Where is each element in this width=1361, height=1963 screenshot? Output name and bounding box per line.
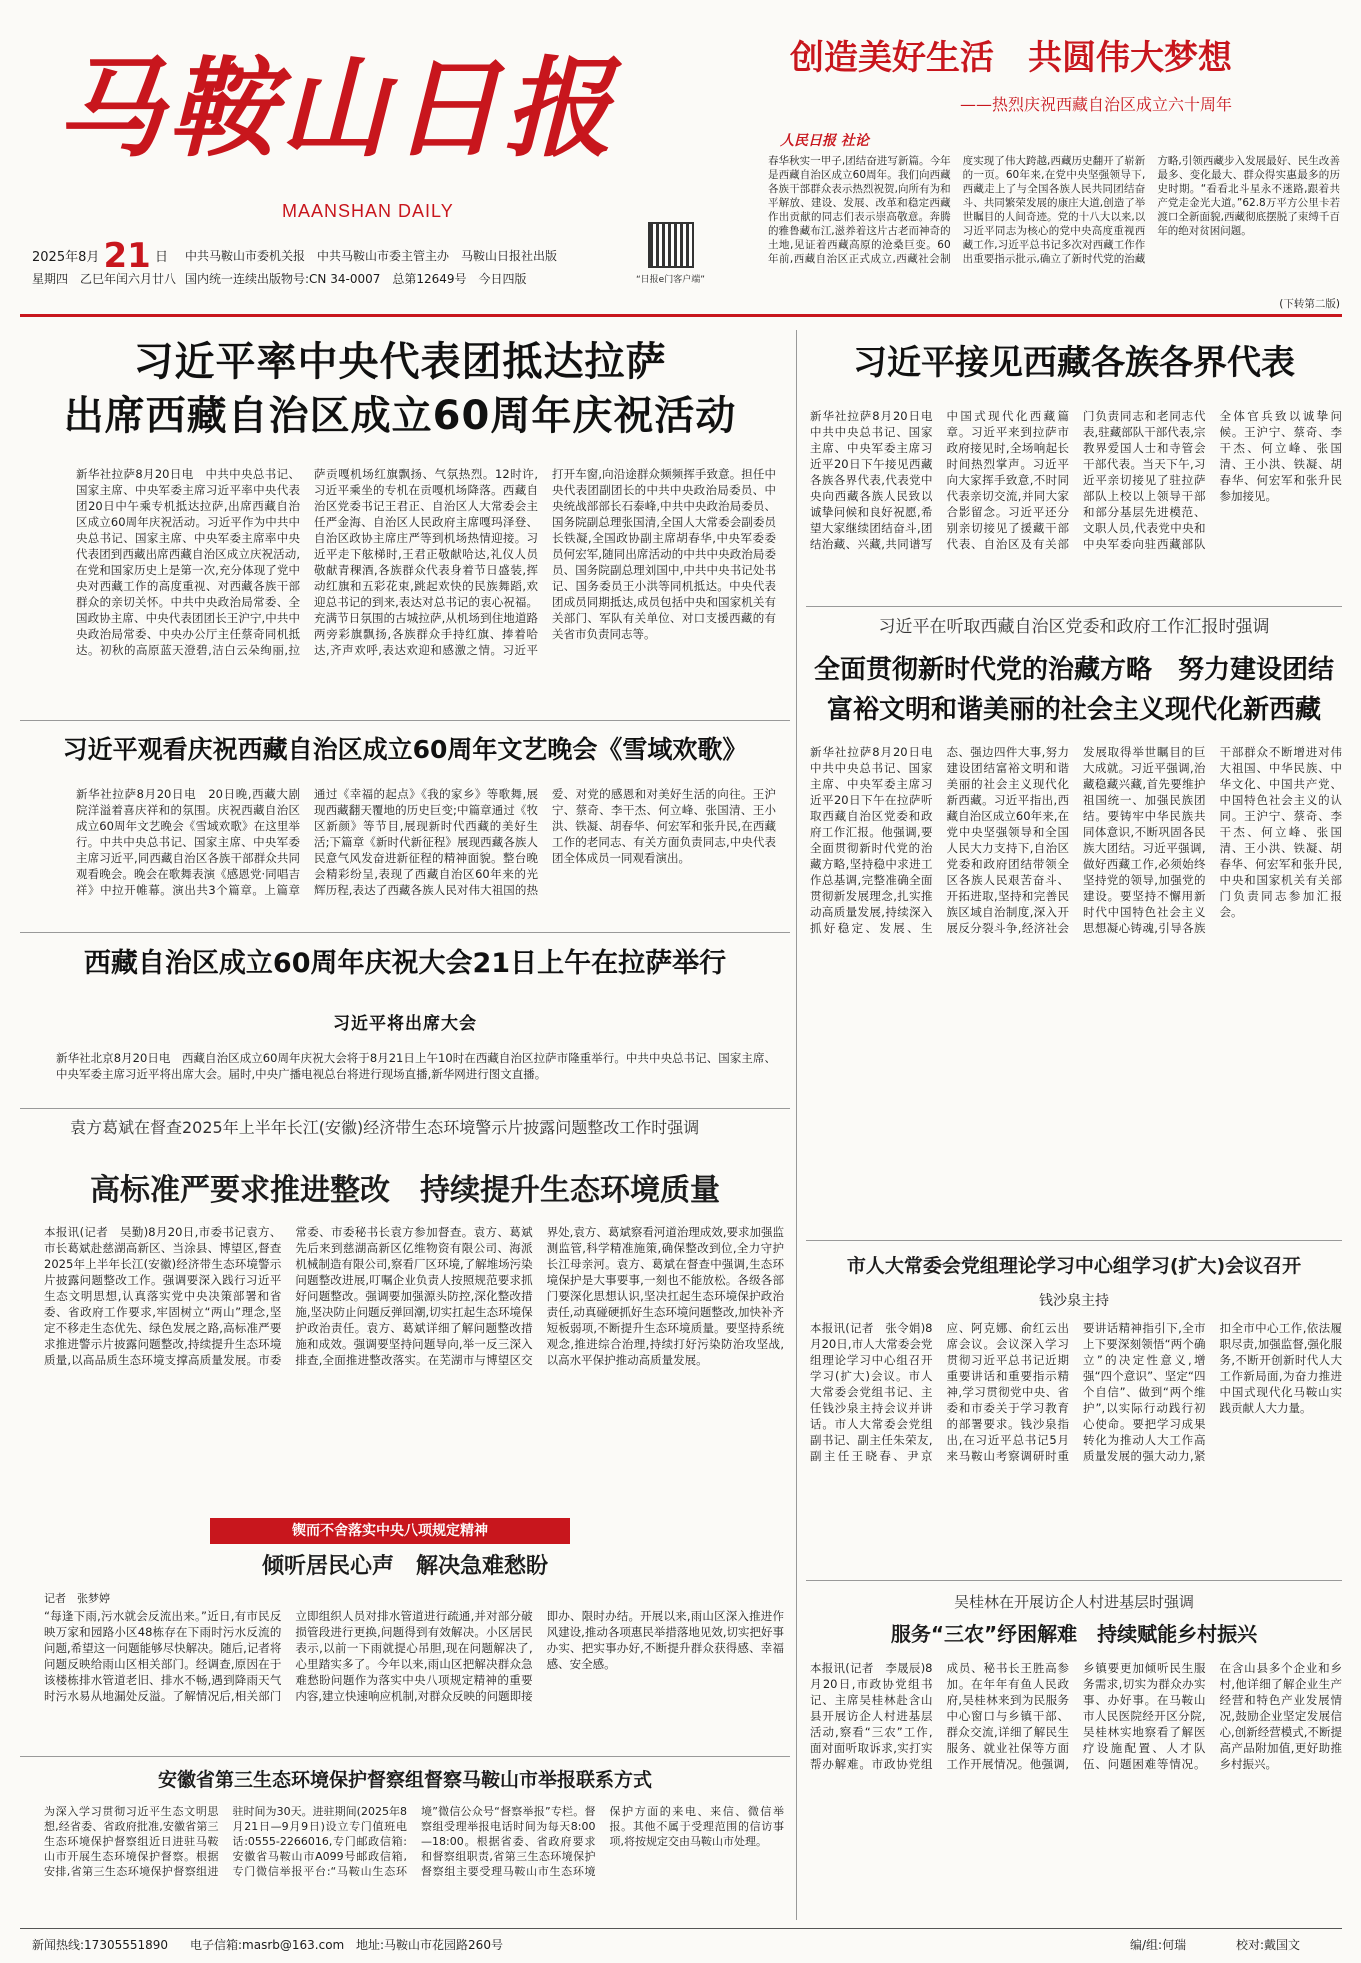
divider [806, 1240, 1342, 1241]
farm-headline: 服务“三农”纾困解难 持续赋能乡村振兴 [890, 1622, 1258, 1646]
rally-headline: 西藏自治区成立60周年庆祝大会21日上午在拉萨举行 [83, 948, 727, 979]
listen-author: 记者 张梦婷 [44, 1592, 110, 1605]
policy-body: 新华社拉萨8月20日电 中共中央总书记、国家主席、中央军委主席习近平20日下午在拉萨听取西藏自治区党委和政府工作汇报。他强调,要全面贯彻新时代党的治藏方略,坚持稳中求进工作总基调,完整准确全面贯彻新发展理念,扎实推动高质量发展,持续深入抓好稳定、发展、生态、强边四件大事,努力建设团结富裕文明和谐美丽的社会主义现代化新西藏。习近平指出,西藏自治区成立60年来,在党中央坚强领导和全国人民大力支持下,自治区党委和政府团结带领全区各族人民艰苦奋斗、开拓进取,坚持和完善民族区域自治制度,深入开展反分裂斗争,经济社会发展取得举世瞩目的巨大成就。习近平强调,治藏稳藏兴藏,首先要维护祖国统一、加强民族团结。要铸牢中华民族共同体意识,不断巩固各民族大团结。习近平强调,做好西藏工作,必须始终坚持党的领导,加强党的建设。要坚持不懈用新时代中国特色社会主义思想凝心铸魂,引导各族干部群众不断增进对伟大祖国、中华民族、中华文化、中国共产党、中国特色社会主义的认同。王沪宁、蔡奇、李干杰、何立峰、张国清、王小洪、铁凝、胡春华、何宏军和张升民,中央和国家机关有关部门负责同志参加汇报会。 [810, 745, 1342, 935]
policy-subhead: 习近平在听取西藏自治区党委和政府工作汇报时强调 [878, 617, 1270, 637]
slogan-main: 创造美好生活 共圆伟大梦想 [790, 38, 1232, 78]
date-suffix: 日 [154, 250, 168, 265]
listen-headline: 倾听居民心声 解决急难愁盼 [261, 1554, 548, 1579]
divider [806, 1580, 1342, 1581]
divider [806, 606, 1342, 607]
masthead-pinyin: MAANSHAN DAILY [282, 201, 454, 221]
npc-body: 本报讯(记者 张令娟)8月20日,市人大常委会党组理论学习中心组召开学习(扩大)会议。市人大常委会党组书记、主任钱沙泉主持会议并讲话。市人大常委会党组副书记、副主任朱荣友,副主任王晓春、尹京应、阿克娜、俞红云出席会议。会议深入学习贯彻习近平总书记近期重要讲话和重要指示精神,学习贯彻党中央、省委和市委关于学习教育的部署要求。钱沙泉指出,在习近平总书记5月来马鞍山考察调研时重要讲话精神指引下,全市上下要深刻领悟“两个确立”的决定性意义,增强“四个意识”、坚定“四个自信”、做到“两个维护”,以实际行动践行初心使命。要把学习成果转化为推动人大工作高质量发展的强大动力,紧扣全市中心工作,依法履职尽责,加强监督,强化服务,不断开创新时代人大工作新局面,为奋力推进中国式现代化马鞍山实践贡献人大力量。 [810, 1321, 1342, 1463]
yangtze-headline: 高标准严要求推进整改 持续提升生态环境质量 [90, 1173, 720, 1208]
divider [20, 932, 790, 933]
footer-hotline: 新闻热线:17305551890 [32, 1938, 169, 1952]
npc-headline: 市人大常委会党组理论学习中心组学习(扩大)会议召开 [846, 1255, 1302, 1277]
masthead-weekday: 星期四 乙巳年闰六月廿八 [32, 272, 177, 286]
farm-subhead: 吴桂林在开展访企人村进基层时强调 [953, 1593, 1194, 1611]
column-divider [796, 330, 797, 1920]
editorial-source: 人民日报 社论 [780, 133, 869, 149]
date-day: 21 [103, 236, 151, 276]
qr-code[interactable] [648, 222, 694, 268]
footer-email: 电子信箱:masrb@163.com [190, 1938, 345, 1952]
footer-divider [20, 1928, 1342, 1929]
editorial-text: 春华秋实一甲子,团结奋进写新篇。今年是西藏自治区成立60周年。我们向西藏各族干部群众表示热烈祝贺,向所有为和平解放、建设、发展、改革和稳定西藏作出贡献的同志们表示崇高敬意。奔腾的雅鲁藏布江,滋养着这片古老而神奇的土地,见证着西藏高原的沧桑巨变。60年前,西藏自治区正式成立,西藏社会制度实现了伟大跨越,西藏历史翻开了崭新的一页。60年来,在党中央坚强领导下,西藏走上了与全国各族人民共同团结奋斗、共同繁荣发展的康庄大道,创造了举世瞩目的人间奇迹。党的十八大以来,以习近平同志为核心的党中央高度重视西藏工作,习近平总书记多次对西藏工作作出重要指示批示,确立了新时代党的治藏方略,引领西藏步入发展最好、民生改善最多、变化最大、群众得实惠最多的历史时期。“看看北斗星永不迷路,跟着共产党走金光大道。”62.8万平方公里卡若渡口全新面貌,西藏彻底摆脱了束缚千百年的绝对贫困问题。 [768, 155, 1340, 265]
main-headline-2: 出席西藏自治区成立60周年庆祝活动 [63, 393, 737, 439]
main-headline-1: 习近平率中央代表团抵达拉萨 [133, 339, 667, 385]
notice-body: 为深入学习贯彻习近平生态文明思想,经省委、省政府批准,安徽省第三生态环境保护督察组近日进驻马鞍山市开展生态环境保护督察。根据安排,省第三生态环境保护督察组进驻时间为30天。进驻期间(2025年8月21日—9月9日)设立专门值班电话:0555-2266016,专门邮政信箱:安徽省马鞍山市A099号邮政信箱,专门微信举报平台:“马鞍山生态环境”微信公众号“督察举报”专栏。督察组受理举报电话时间为每天8:00—18:00。根据省委、省政府要求和督察组职责,省第三生态环境保护督察组主要受理马鞍山市生态环境保护方面的来电、来信、微信举报。其他不属于受理范围的信访事项,将按规定交由马鞍山市处理。 [44, 1805, 784, 1878]
masthead-title: 马鞍山日报 [56, 46, 617, 172]
main-article-body: 新华社拉萨8月20日电 中共中央总书记、国家主席、中央军委主席习近平率中央代表团20日中午乘专机抵达拉萨,出席西藏自治区成立60周年庆祝活动。习近平作为中共中央总书记、国家主席、中央军委主席率中央代表团到西藏出席西藏自治区成立庆祝活动,在党和国家历史上是第一次,充分体现了党中央对西藏工作的高度重视、对西藏各族干部群众的亲切关怀。中共中央政治局常委、全国政协主席、中央代表团团长王沪宁,中共中央政治局常委、中央办公厅主任蔡奇同机抵达。初秋的高原蓝天澄碧,洁白云朵绚丽,拉萨贡嘎机场红旗飘扬、气氛热烈。12时许,习近平乘坐的专机在贡嘎机场降落。西藏自治区党委书记王君正、自治区人大常委会主任严金海、自治区人民政府主席嘎玛泽登、自治区政协主席庄严等到机场热情迎接。习近平走下舷梯时,王君正敬献哈达,礼仪人员敬献青稞酒,各族群众代表身着节日盛装,挥动红旗和五彩花束,跳起欢快的民族舞蹈,欢迎总书记的到来,表达对总书记的衷心祝福。充满节日氛围的古城拉萨,从机场到住地道路两旁彩旗飘扬,各族群众手持红旗、捧着哈达,齐声欢呼,表达欢迎和感激之情。习近平打开车窗,向沿途群众频频挥手致意。担任中央代表团副团长的中共中央政治局委员、中央统战部部长石泰峰,中共中央政治局委员、国务院副总理张国清,全国人大常委会副委员长铁凝,全国政协副主席胡春华,中央军委委员何宏军,随同出席活动的中共中央政治局委员、国务院副总理刘国中,中共中央书记处书记、国务委员王小洪等同机抵达。中央代表团成员同期抵达,成员包括中央和国家机关有关部门、军队有关单位、对口支援西藏的有关省市负责同志等。 [76, 467, 776, 657]
footer-editor: 编/组:何瑞 [1130, 1938, 1187, 1952]
notice-headline: 安徽省第三生态环境保护督察组督察马鞍山市举报联系方式 [157, 1769, 652, 1791]
npc-subtitle: 钱沙泉主持 [1039, 1293, 1109, 1309]
footer-proof: 校对:戴国文 [1236, 1938, 1301, 1952]
editorial-continued: (下转第二版) [1279, 298, 1340, 310]
footer-address: 地址:马鞍山市花园路260号 [356, 1938, 503, 1952]
editorial-box [768, 118, 1340, 310]
masthead-divider [20, 314, 1342, 317]
date-year: 2025年8月 [32, 250, 100, 265]
gala-body: 新华社拉萨8月20日电 20日晚,西藏大剧院洋溢着喜庆祥和的氛围。庆祝西藏自治区成立60周年文艺晚会《雪域欢歌》在这里举行。中共中央总书记、国家主席、中央军委主席习近平,同西藏自治区各族干部群众共同观看晚会。晚会在歌舞表演《感恩党·同唱吉祥》中拉开帷幕。演出共3个篇章。上篇章通过《幸福的起点》《我的家乡》等歌舞,展现西藏翻天覆地的历史巨变;中篇章通过《牧区新颜》等节目,展现新时代西藏的美好生活;下篇章《新时代新征程》展现西藏各族人民意气风发奋进新征程的精神面貌。整台晚会精彩纷呈,表现了西藏自治区60年来的光辉历程,表达了西藏各族人民对伟大祖国的热爱、对党的感恩和对美好生活的向往。王沪宁、蔡奇、李干杰、何立峰、张国清、王小洪、铁凝、胡春华、何宏军和张升民,在西藏工作的老同志、有关方面负责同志,中央代表团全体成员一同观看演出。 [76, 787, 776, 897]
divider [20, 1108, 790, 1109]
rally-subtitle: 习近平将出席大会 [333, 1014, 477, 1034]
masthead-serial: 国内统一连续出版物号:CN 34-0007 总第12649号 今日四版 [185, 272, 527, 286]
listen-body: “每逢下雨,污水就会反流出来。”近日,有市民反映万家和园路小区48栋存在下雨时污水反流的问题,希望这一问题能够尽快解决。随后,记者将问题反映给雨山区相关部门。经调查,原因在于该楼栋排水管道老旧、排水不畅,遇到降雨天气时污水易从地漏处反溢。了解情况后,相关部门立即组织人员对排水管道进行疏通,并对部分破损管段进行更换,问题得到有效解决。小区居民表示,以前一下雨就提心吊胆,现在问题解决了,心里踏实多了。今年以来,雨山区把解决群众急难愁盼问题作为落实中央八项规定精神的重要内容,建立快速响应机制,对群众反映的问题即接即办、限时办结。开展以来,雨山区深入推进作风建设,推动各项惠民举措落地见效,切实把好事办实、把实事办好,不断提升群众获得感、幸福感、安全感。 [44, 1609, 784, 1703]
divider [20, 1756, 790, 1757]
gala-headline: 习近平观看庆祝西藏自治区成立60周年文艺晚会《雪域欢歌》 [62, 735, 748, 764]
masthead-sponsor: 中共马鞍山市委机关报 中共马鞍山市委主管主办 马鞍山日报社出版 [185, 249, 558, 263]
rally-body: 新华社北京8月20日电 西藏自治区成立60周年庆祝大会将于8月21日上午10时在西藏自治区拉萨市隆重举行。中共中央总书记、国家主席、中央军委主席习近平将出席大会。届时,中央广播电视总台将进行现场直播,新华网进行图文直播。 [56, 1051, 776, 1081]
meet-headline: 习近平接见西藏各族各界代表 [853, 343, 1295, 383]
yangtze-body: 本报讯(记者 吴勤)8月20日,市委书记袁方、市长葛斌赴慈湖高新区、当涂县、博望区,督查2025年上半年长江(安徽)经济带生态环境警示片披露问题整改工作。强调要深入践行习近平生态文明思想,认真落实党中央决策部署和省委、省政府工作要求,牢固树立“两山”理念,坚定不移走生态优先、绿色发展之路,高标准严要求推进警示片披露问题整改,持续提升生态环境质量,以高品质生态环境支撑高质量发展。市委常委、市委秘书长袁方参加督查。袁方、葛斌先后来到慈湖高新区亿维物资有限公司、海派机械制造有限公司,察看厂区环境,了解堆场污染问题整改进展,叮嘱企业负责人按照规范要求抓好问题整改。强调要加强源头防控,深化整改措施,坚决防止问题反弹回潮,切实扛起生态环境保护政治责任。袁方、葛斌详细了解问题整改措施和成效。强调要坚持问题导向,举一反三深入排查,全面推进整改落实。在芜湖市与博望区交界处,袁方、葛斌察看河道治理成效,要求加强监测监管,科学精准施策,确保整改到位,全力守护长江母亲河。袁方、葛斌在督查中强调,生态环境保护是大事要事,一刻也不能放松。各级各部门要深化思想认识,坚决扛起生态环境保护政治责任,动真碰硬抓好生态环境问题整改,加快补齐短板弱项,不断提升生态环境质量。要坚持系统观念,推进综合治理,持续打好污染防治攻坚战,以高水平保护推动高质量发展。 [44, 1225, 784, 1367]
eight-rules-banner: 锲而不舍落实中央八项规定精神 [210, 1518, 570, 1544]
slogan-sub: ——热烈庆祝西藏自治区成立六十周年 [960, 95, 1233, 114]
qr-caption: “日报e门客户端” [636, 275, 705, 285]
farm-body: 本报讯(记者 李晟辰)8月20日,市政协党组书记、主席吴桂林赴含山县开展访企人村进基层活动,察看“三农”工作,面对面听取诉求,实打实帮办解难。市政协党组成员、秘书长王胜高参加。在年年有鱼人民政府,吴桂林来到为民服务中心窗口与乡镇干部、群众交流,详细了解民生服务、就业社保等方面工作开展情况。他强调,乡镇要更加倾听民生服务需求,切实为群众办实事、办好事。在马鞍山市人民医院经开区分院,吴桂林实地察看了解医疗设施配置、人才队伍、问题困难等情况。在含山县多个企业和乡村,他详细了解企业生产经营和特色产业发展情况,鼓励企业坚定发展信心,创新经营模式,不断提高产品附加值,更好助推乡村振兴。 [810, 1661, 1342, 1771]
yangtze-subhead: 袁方葛斌在督查2025年上半年长江(安徽)经济带生态环境警示片披露问题整改工作时强调 [70, 1118, 700, 1137]
policy-headline-1: 全面贯彻新时代党的治藏方略 努力建设团结 [813, 655, 1334, 685]
divider [20, 720, 790, 721]
policy-headline-2: 富裕文明和谐美丽的社会主义现代化新西藏 [826, 695, 1321, 725]
meet-body: 新华社拉萨8月20日电 中共中央总书记、国家主席、中央军委主席习近平20日下午接见西藏各族各界代表,代表党中央向西藏各族人民致以诚挚问候和良好祝愿,希望大家继续团结奋斗,团结治藏、兴藏,共同谱写中国式现代化西藏篇章。习近平来到拉萨市政府接见时,全场响起长时间热烈掌声。习近平向大家挥手致意,不时同代表亲切交流,并同大家合影留念。习近平还分别亲切接见了援藏干部代表、自治区及有关部门负责同志和老同志代表,驻藏部队干部代表,宗教界爱国人士和寺管会干部代表。当天下午,习近平亲切接见了驻拉萨部队上校以上领导干部和部分基层先进模范、文职人员,代表党中央和中央军委向驻西藏部队全体官兵致以诚挚问候。王沪宁、蔡奇、李干杰、何立峰、张国清、王小洪、铁凝、胡春华、何宏军和张升民参加接见。 [810, 409, 1342, 551]
